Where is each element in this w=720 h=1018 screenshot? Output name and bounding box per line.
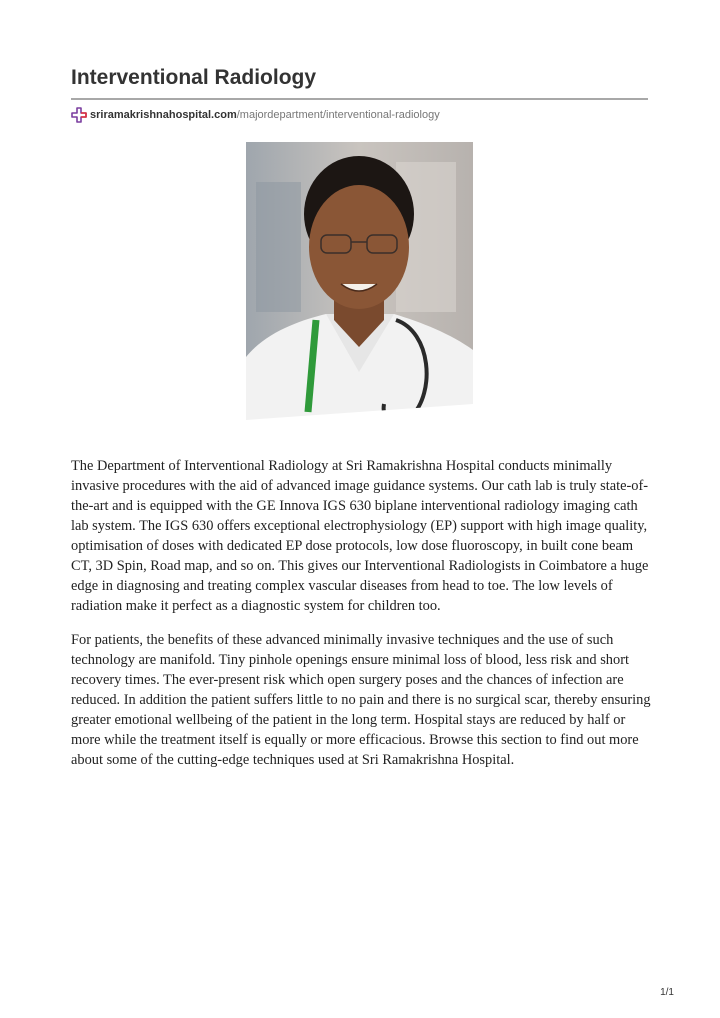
source-link[interactable] bbox=[71, 107, 440, 123]
hospital-cross-logo-icon bbox=[71, 107, 87, 123]
doctor-portrait-photo bbox=[246, 142, 473, 442]
paragraph-2: For patients, the benefits of these advanced minimally invasive techniques and the use of such technology are manifold. Tiny pinhole openings ensure minimal loss of blood, less risk and short recovery times. The ever-present risk which open surgery poses and the chances of infection are reduced. In addition the patient suffers little to no pain and there is no surgical scar, thereby ensuring greater emotional wellbeing of the patient in the long term. Hospital stays are reduced by half or more while the treatment itself is equally or more efficacious. Browse this section to find out more about some of the cutting-edge techniques used at Sri Ramakrishna Hospital. bbox=[71, 632, 651, 768]
title-divider bbox=[71, 98, 648, 100]
source-domain[interactable]: sriramakrishnahospital.com bbox=[90, 109, 237, 121]
source-path[interactable]: /majordepartment/interventional-radiology bbox=[236, 109, 440, 121]
article-body bbox=[71, 456, 651, 784]
page-title: Interventional Radiology bbox=[71, 66, 317, 89]
page-number: 1/1 bbox=[660, 987, 674, 998]
paragraph-1: The Department of Interventional Radiology at Sri Ramakrishna Hospital conducts minimally invasive procedures with the aid of advanced image guidance systems. Our cath lab is truly state-of-the-art and is equipped with the GE Innova IGS 630 biplane interventional radiology imaging cath lab system. The IGS 630 offers exceptional electrophysiology (EP) support with high image quality, optimisation of doses with dedicated EP dose protocols, low dose fluoroscopy, in built cone beam CT, 3D Spin, Road map, and so on. This gives our Interventional Radiologists in Coimbatore a huge edge in diagnosing and treating complex vascular diseases from head to toe. The low levels of radiation make it perfect as a diagnostic system for children too. bbox=[71, 458, 649, 614]
